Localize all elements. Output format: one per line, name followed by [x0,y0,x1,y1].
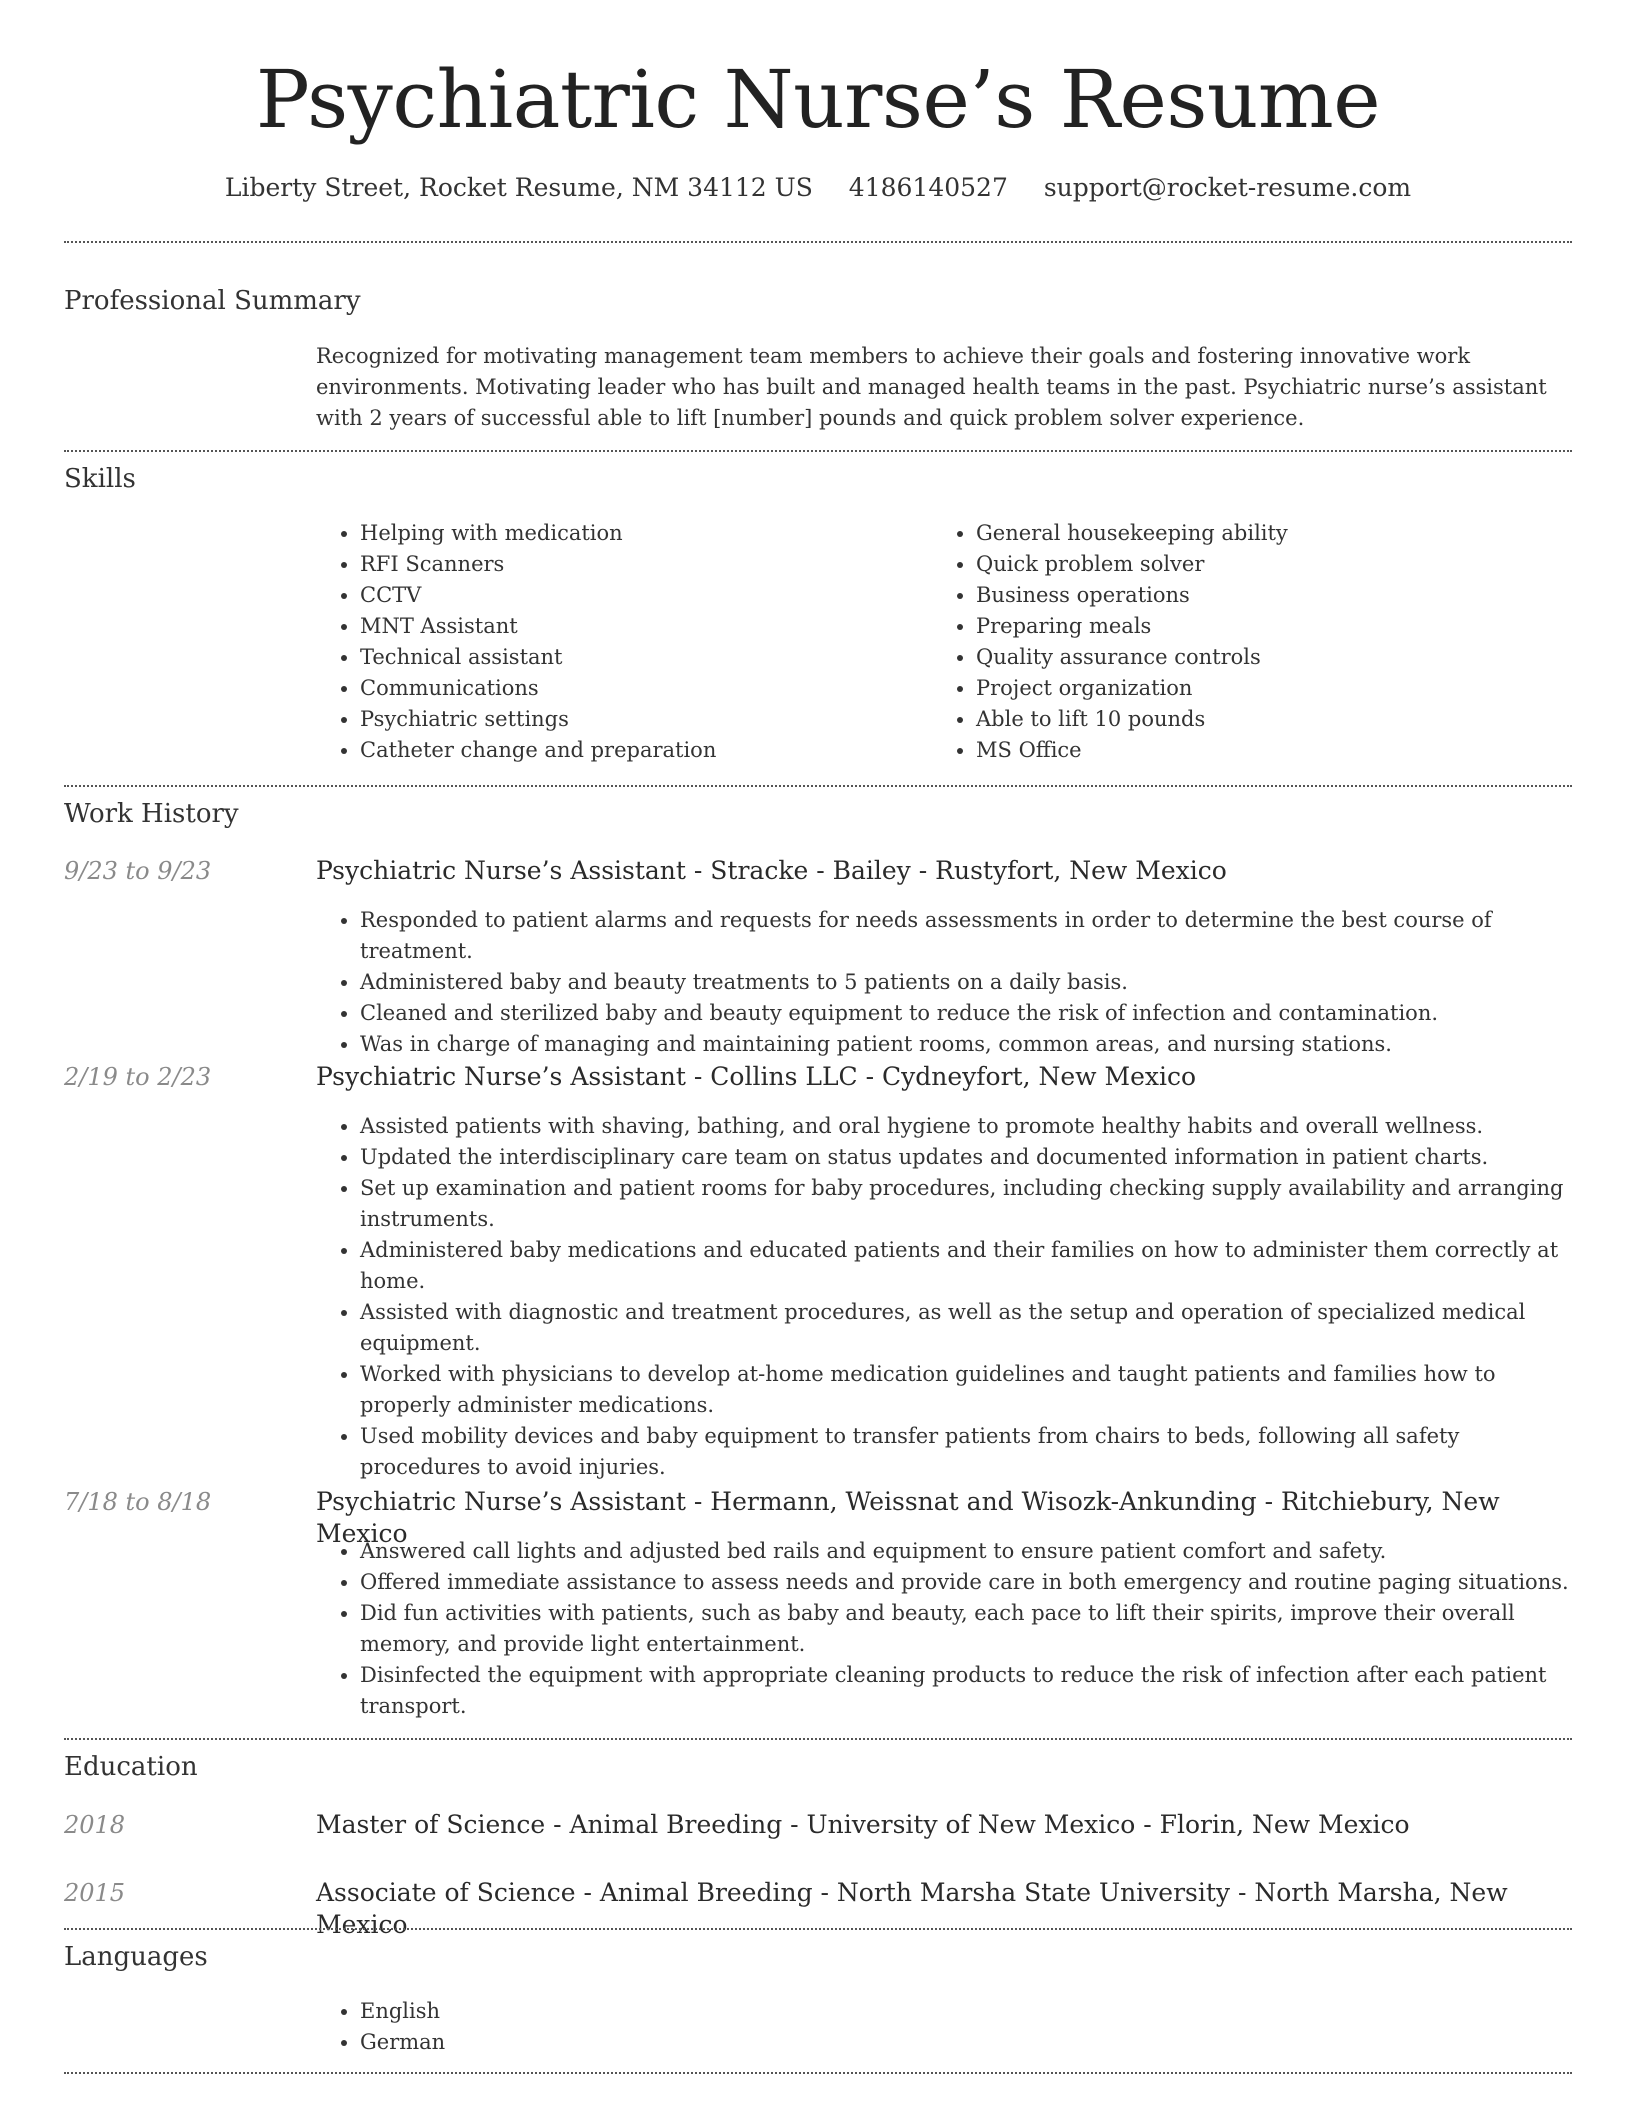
job-bullet: • Updated the interdisciplinary care team on status updates and documented information in patient charts. [360,1142,1572,1173]
education-title: Master of Science - Animal Breeding - University of New Mexico - Florin, New Mexico [316,1810,1410,1839]
divider [64,1738,1572,1740]
skill-item: • Able to lift 10 pounds [976,704,1576,735]
resume-title: Psychiatric Nurse’s Resume [255,53,1381,146]
skill-item: • General housekeeping ability [976,518,1576,549]
contact-email: support@rocket-resume.com [1043,173,1412,202]
education-date: 2018 [64,1811,126,1839]
section-heading-summary: Professional Summary [64,286,361,316]
section-heading-work: Work History [64,799,239,829]
job-bullet: • Assisted patients with shaving, bathing, and oral hygiene to promote healthy habits and overall wellness. [360,1111,1572,1142]
job-bullet: • Worked with physicians to develop at-home medication guidelines and taught patients and families how to properly administer medications. [360,1359,1572,1421]
job-bullet: • Assisted with diagnostic and treatment procedures, as well as the setup and operation of specialized medical equipment. [360,1297,1572,1359]
job-bullet: • Disinfected the equipment with appropriate cleaning products to reduce the risk of infection after each patient transport. [360,1660,1572,1722]
skills-list-left [316,518,930,766]
job-bullet: • Responded to patient alarms and requests for needs assessments in order to determine the best course of treatment. [360,905,1572,967]
divider [64,450,1572,452]
language-item: • English [360,1996,960,2027]
job-title: Psychiatric Nurse’s Assistant - Stracke - Bailey - Rustyfort, New Mexico [316,856,1227,885]
skill-item: • Helping with medication [360,518,930,549]
education-date: 2015 [64,1879,126,1907]
job-date: 2/19 to 2/23 [64,1063,212,1091]
education-title: Associate of Science - Animal Breeding - North Marsha State University - North Marsha, New Mexico [316,1878,1508,1939]
skills-list-right [932,518,1576,766]
skill-item: • Quality assurance controls [976,642,1576,673]
languages-list [316,1996,960,2058]
job-bullets [316,1111,1572,1483]
contact-address: Liberty Street, Rocket Resume, NM 34112 US [224,173,813,202]
skill-item: • MNT Assistant [360,611,930,642]
job-bullet: • Administered baby and beauty treatments to 5 patients on a daily basis. [360,967,1572,998]
divider [64,2072,1572,2074]
divider [64,785,1572,787]
skill-item: • Business operations [976,580,1576,611]
job-bullet: • Set up examination and patient rooms for baby procedures, including checking supply availability and arranging instruments. [360,1173,1572,1235]
job-bullets [316,1536,1572,1722]
skill-item: • RFI Scanners [360,549,930,580]
job-bullet: • Cleaned and sterilized baby and beauty equipment to reduce the risk of infection and contamination. [360,998,1572,1029]
job-bullet: • Offered immediate assistance to assess needs and provide care in both emergency and routine paging situations. [360,1567,1572,1598]
skill-item: • Preparing meals [976,611,1576,642]
job-title: Psychiatric Nurse’s Assistant - Hermann, Weissnat and Wisozk-Ankunding - Ritchiebury, New Mexico [316,1487,1500,1548]
job-bullet: • Answered call lights and adjusted bed rails and equipment to ensure patient comfort and safety. [360,1536,1572,1567]
contact-line [64,172,1572,204]
skill-item: • Technical assistant [360,642,930,673]
contact-phone: 4186140527 [848,173,1008,202]
summary-text: Recognized for motivating management team members to achieve their goals and fostering innovative work environments. Motivating leader who has built and managed health teams in the past. Psychiatric nurse’s assistant with 2 years of successful able to lift [number] pounds and quick problem solver experience. [316,344,1547,430]
language-item: • German [360,2027,960,2058]
skill-item: • Quick problem solver [976,549,1576,580]
skill-item: • Catheter change and preparation [360,735,930,766]
section-heading-skills: Skills [64,464,136,494]
section-heading-education: Education [64,1752,198,1782]
skill-item: • CCTV [360,580,930,611]
section-heading-languages: Languages [64,1942,208,1972]
job-bullet: • Did fun activities with patients, such as baby and beauty, each pace to lift their spirits, improve their overall memory, and provide light entertainment. [360,1598,1572,1660]
job-bullets [316,905,1572,1060]
job-date: 7/18 to 8/18 [64,1488,212,1516]
divider [64,241,1572,243]
skill-item: • Psychiatric settings [360,704,930,735]
skill-item: • Project organization [976,673,1576,704]
job-bullet: • Administered baby medications and educated patients and their families on how to administer them correctly at home. [360,1235,1572,1297]
divider [64,1928,1572,1930]
skill-item: • Communications [360,673,930,704]
job-bullet: • Was in charge of managing and maintaining patient rooms, common areas, and nursing stations. [360,1029,1572,1060]
skill-item: • MS Office [976,735,1576,766]
job-title: Psychiatric Nurse’s Assistant - Collins LLC - Cydneyfort, New Mexico [316,1062,1197,1091]
job-bullet: • Used mobility devices and baby equipment to transfer patients from chairs to beds, following all safety procedures to avoid injuries. [360,1421,1572,1483]
job-date: 9/23 to 9/23 [64,857,212,885]
